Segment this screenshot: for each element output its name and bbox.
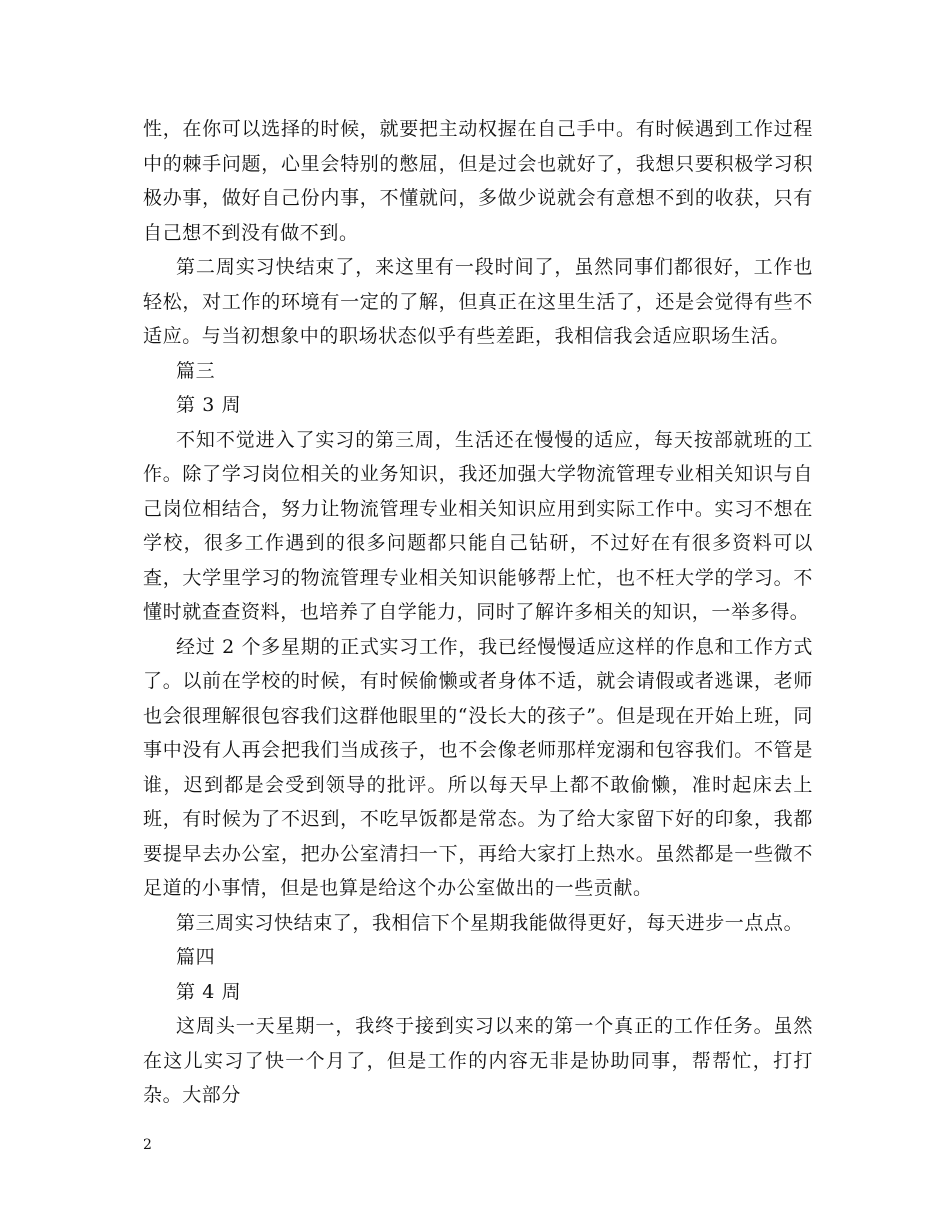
paragraph-3: 不知不觉进入了实习的第三周，生活还在慢慢的适应，每天按部就班的工作。除了学习岗位相关的业务知识，我还加强大学物流管理专业相关知识与自己岗位相结合，努力让物流管理专业相关知识应用到实际工作中。实习不想在学校，很多工作遇到的很多问题都只能自己钻研，不过好在有很多资料可以查，大学里学习的物流管理专业相关知识能够帮上忙，也不枉大学的学习。不懂时就查查资料，也培养了自学能力，同时了解许多相关的知识，一举多得。: [143, 428, 813, 623]
paragraph-1: 性，在你可以选择的时候，就要把主动权握在自己手中。有时候遇到工作过程中的棘手问题，心里会特别的憋屈，但是过会也就好了，我想只要积极学习积极办事，做好自己份内事，不懂就问，多做少说就会有意想不到的收获，只有自己想不到没有做不到。: [143, 118, 813, 244]
page-number: 2: [143, 1137, 152, 1153]
section-heading-part-3: 篇三: [176, 359, 216, 382]
document-body: [143, 112, 813, 1113]
paragraph-4: 经过 2 个多星期的正式实习工作，我已经慢慢适应这样的作息和工作方式了。以前在学校的时候，有时候偷懒或者身体不适，就会请假或者逃课，老师也会很理解很包容我们这群他眼里的“没长大的孩子”。但是现在开始上班，同事中没有人再会把我们当成孩子，也不会像老师那样宠溺和包容我们。不管是谁，迟到都是会受到领导的批评。所以每天早上都不敢偷懒，准时起床去上班，有时候为了不迟到，不吃早饭都是常态。为了给大家留下好的印象，我都要提早去办公室，把办公室清扫一下，再给大家打上热水。虽然都是一些微不足道的小事情，但是也算是给这个办公室做出的一些贡献。: [143, 635, 813, 899]
paragraph-2: 第二周实习快结束了，来这里有一段时间了，虽然同事们都很好，工作也轻松，对工作的环境有一定的了解，但真正在这里生活了，还是会觉得有些不适应。与当初想象中的职场状态似乎有些差距，我相信我会适应职场生活。: [143, 256, 813, 347]
section-heading-part-4: 篇四: [176, 946, 216, 968]
week-heading-4: 第 4 周: [176, 980, 242, 1003]
paragraph-5: 第三周实习快结束了，我相信下个星期我能做得更好，每天进步一点点。: [176, 911, 804, 934]
week-heading-3: 第 3 周: [176, 394, 242, 416]
paragraph-6: 这周头一天星期一，我终于接到实习以来的第一个真正的工作任务。虽然在这儿实习了快一个月了，但是工作的内容无非是协助同事，帮帮忙，打打杂。大部分: [143, 1015, 813, 1106]
